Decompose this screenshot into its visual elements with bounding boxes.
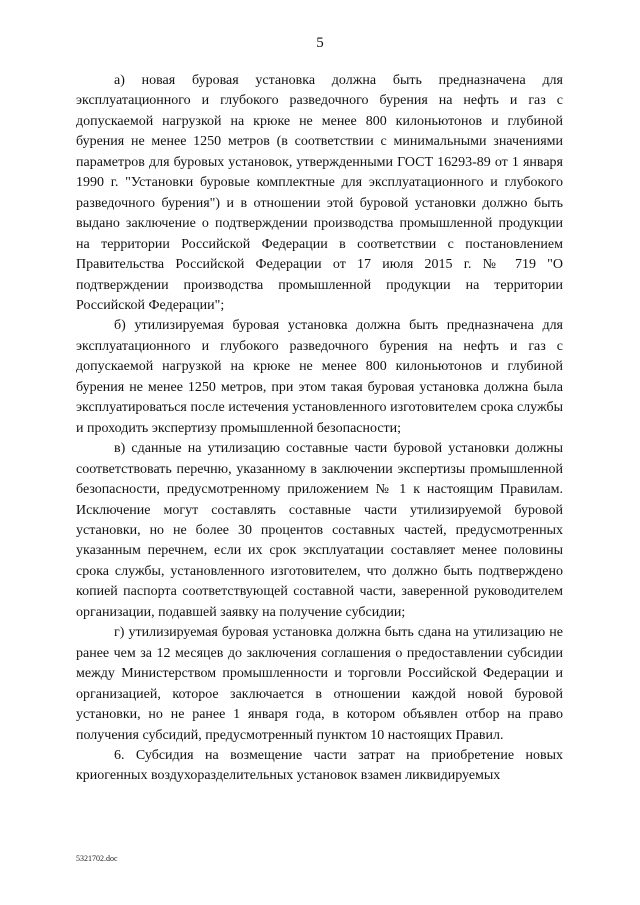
paragraph-b: б) утилизируемая буровая установка должна быть предназначена для эксплуатационного и глубокого разведочного бурения на нефть и газ с допускаемой нагрузкой на крюке не менее 800 килоньютонов и глубиной бурения не менее 1250 метров, при этом такая буровая установка должна была эксплуатироваться после истечения установленного изготовителем срока службы и проходить экспертизу промышленной безопасности;	[76, 318, 563, 436]
paragraph-v: в) сданные на утилизацию составные части буровой установки должны соответствовать перечню, указанному в заключении экспертизы промышленной безопасности, предусмотренному приложением № 1 к настоящим Правилам. Исключение могут составлять составные части утилизируемой буровой установки, но не более 30 процентов составных частей, предусмотренных указанным перечнем, если их срок эксплуатации составляет менее половины срока службы, установленного изготовителем, что должно быть подтверждено копией паспорта соответствующей составной части, заверенной руководителем организации, подавшей заявку на получение субсидии;	[76, 441, 563, 620]
document-body	[76, 71, 563, 787]
page-number: 5	[316, 35, 324, 51]
footer-filename: 5321702.doc	[76, 854, 118, 863]
paragraph-6: 6. Субсидия на возмещение части затрат на приобретение новых криогенных воздухоразделительных установок взамен ликвидируемых	[76, 747, 563, 784]
paragraph-g: г) утилизируемая буровая установка должна быть сдана на утилизацию не ранее чем за 12 месяцев до заключения соглашения о предоставлении субсидии между Министерством промышленности и торговли Российской Федерации и организацией, которое заключается в отношении каждой новой буровой установки, но не ранее 1 января года, в котором объявлен отбор на право получения субсидий, предусмотренный пунктом 10 настоящих Правил.	[76, 625, 563, 743]
paragraph-a: а) новая буровая установка должна быть предназначена для эксплуатационного и глубокого разведочного бурения на нефть и газ с допускаемой нагрузкой на крюке не менее 800 килоньютонов и глубиной бурения не менее 1250 метров (в соответствии с минимальными значениями параметров для буровых установок, утвержденными ГОСТ 16293-89 от 1 января 1990 г. "Установки буровые комплектные для эксплуатационного и глубокого разведочного бурения") и в отношении этой буровой установки должно быть выдано заключение о подтверждении производства промышленной продукции на территории Российской Федерации в соответствии с постановлением Правительства Российской Федерации от 17 июля 2015 г. № 719 "О подтверждении производства промышленной продукции на территории Российской Федерации";	[76, 73, 563, 313]
